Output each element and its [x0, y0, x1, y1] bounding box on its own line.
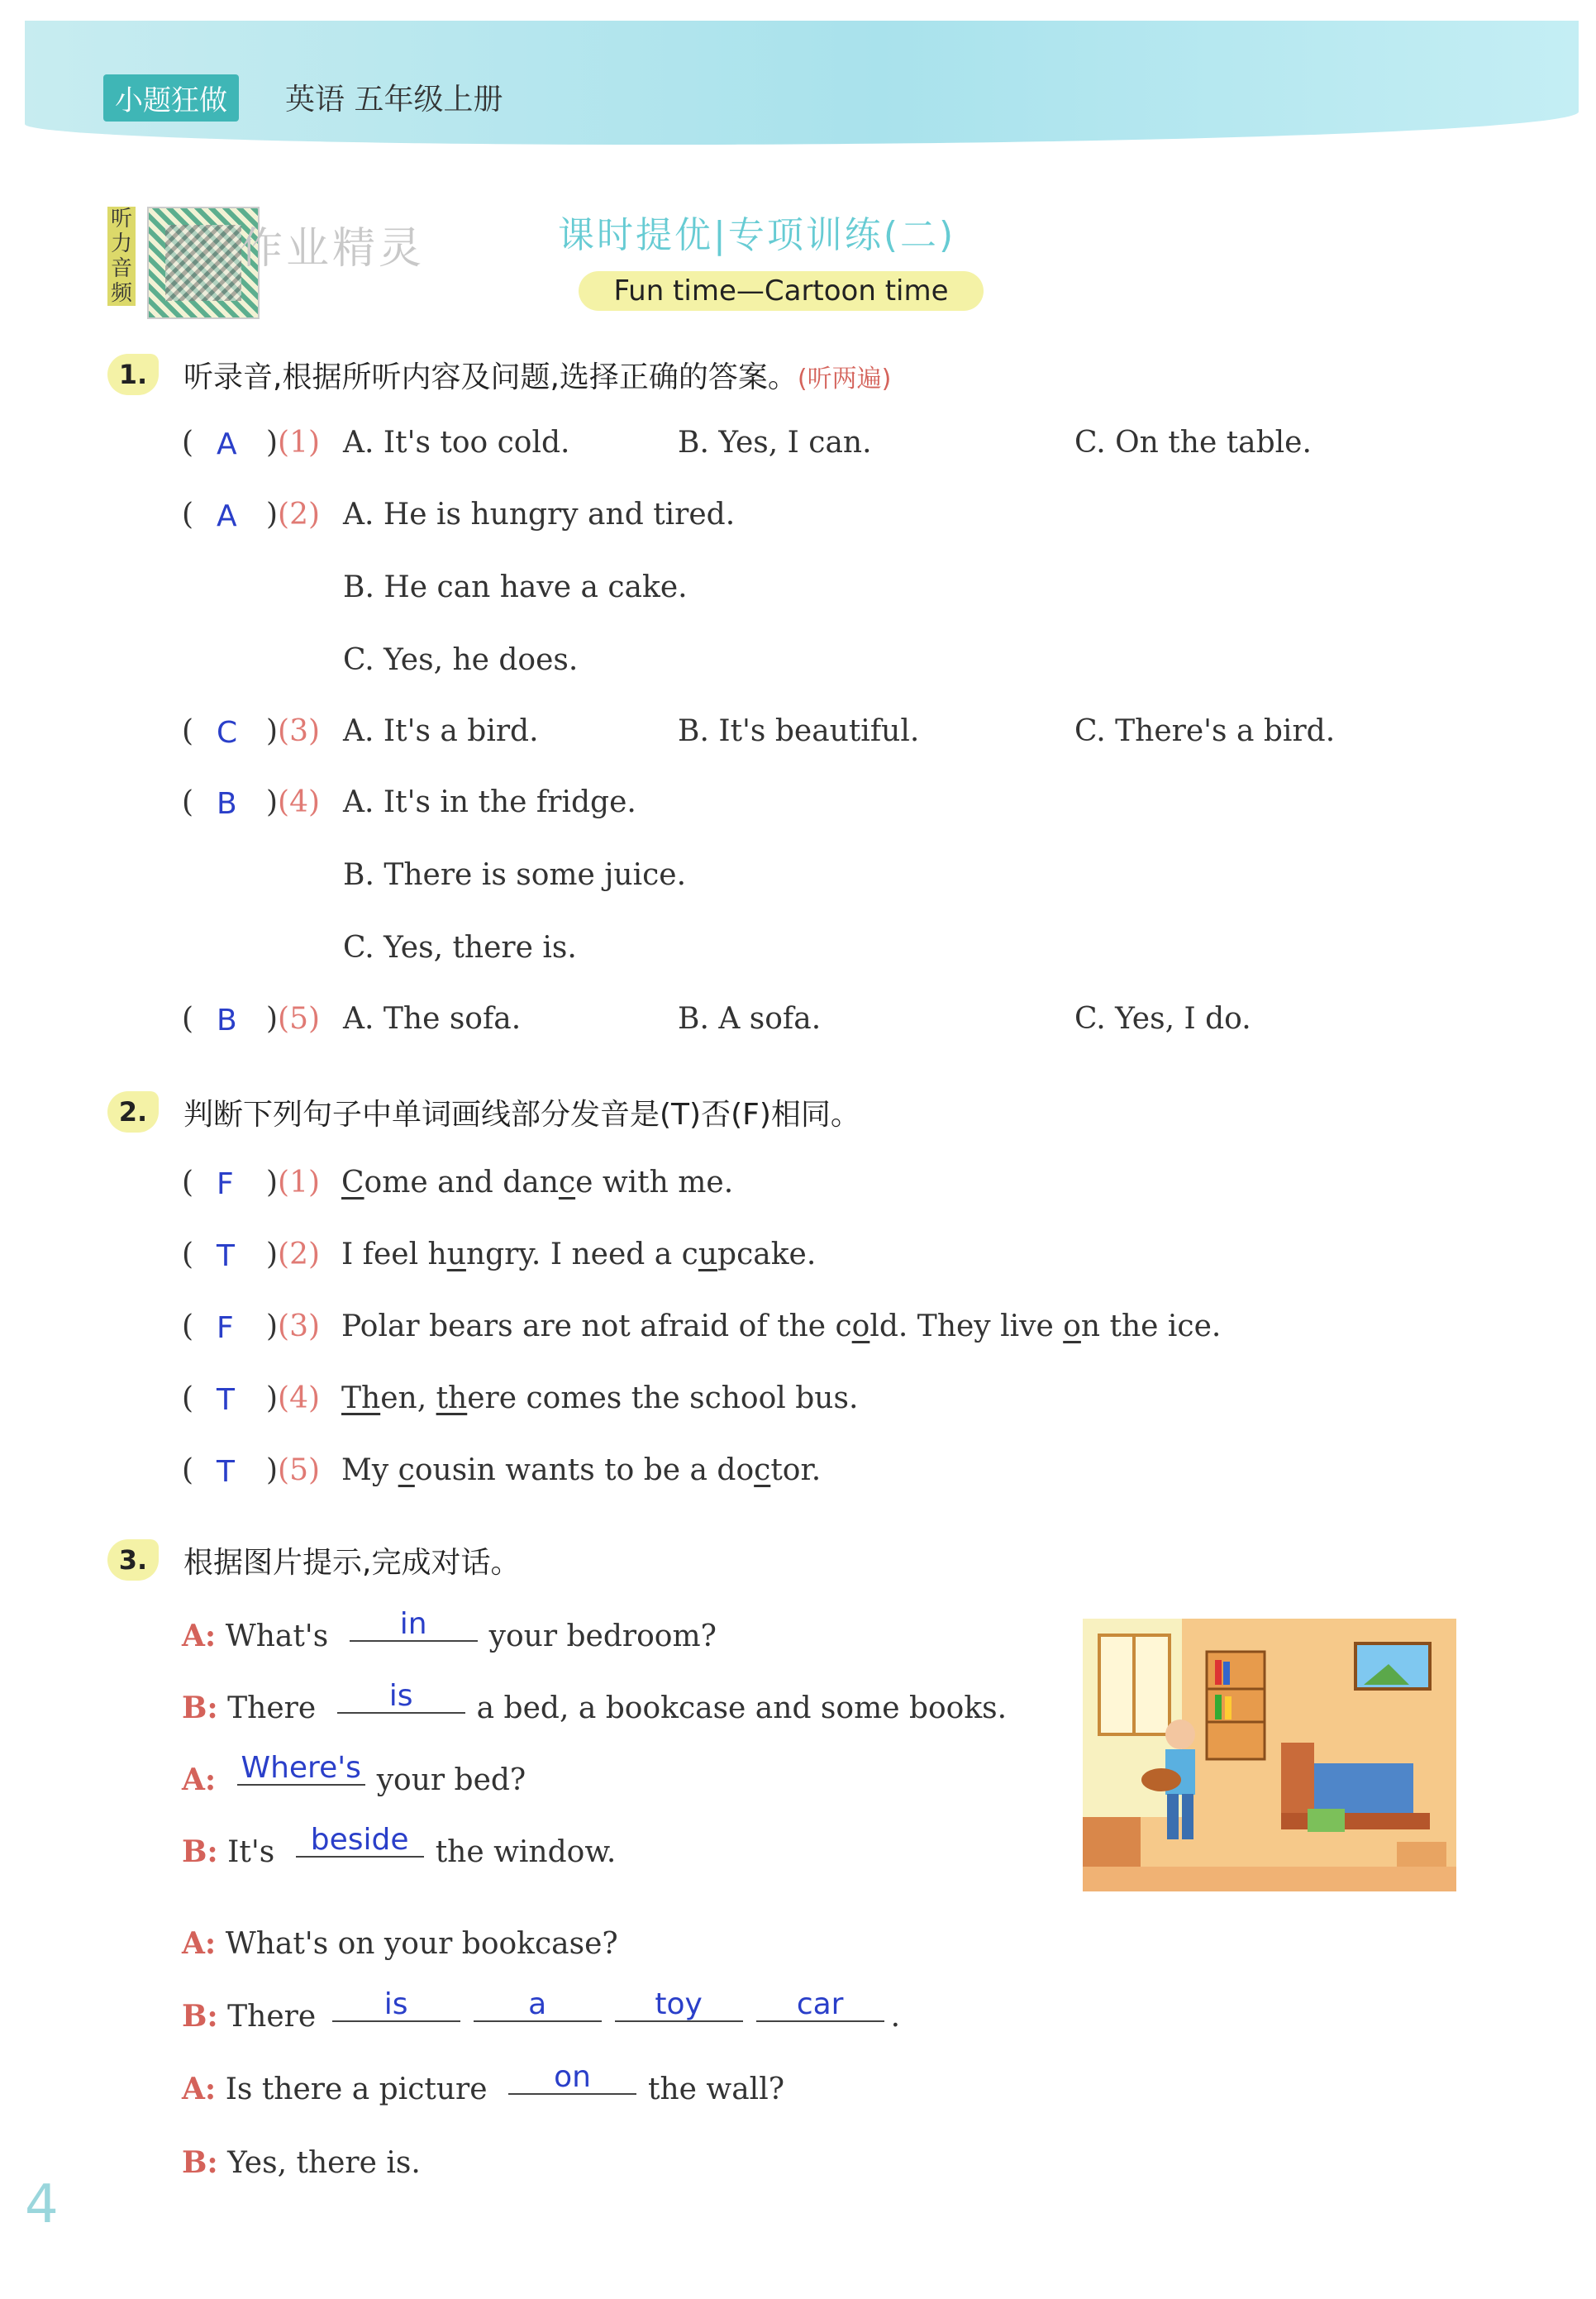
speaker: B:	[182, 1999, 218, 2034]
question-3-number: 3.	[107, 1539, 159, 1581]
fill-blank[interactable]: is	[337, 1679, 465, 1714]
sentence: Then, there comes the school bus.	[341, 1381, 859, 1415]
answer-choice[interactable]: A	[217, 427, 237, 461]
answer-choice[interactable]: T	[217, 1239, 235, 1273]
dialogue-line: B: It's beside the window.	[182, 1823, 617, 1869]
option-a: A. It's a bird.	[343, 714, 539, 748]
dialogue-line: B: There is a toy car .	[182, 1987, 901, 2034]
dialogue-line: B: There is a bed, a bookcase and some books.	[182, 1679, 1008, 1725]
sentence: My cousin wants to be a doctor.	[341, 1453, 822, 1487]
option-c: C. On the table.	[1074, 426, 1312, 460]
option-c: C. There's a bird.	[1074, 714, 1336, 748]
item-number: (2)	[278, 498, 321, 532]
speaker: B:	[182, 1834, 218, 1869]
fill-blank[interactable]: Where's	[237, 1751, 365, 1786]
speaker: A:	[182, 1619, 217, 1653]
answer-choice[interactable]: F	[217, 1311, 234, 1345]
answer-paren: (	[182, 1002, 194, 1036]
fill-blank[interactable]: a	[474, 1987, 602, 2022]
dialogue-line: A: Where's your bed?	[182, 1751, 526, 1797]
answer-paren: (	[182, 498, 194, 532]
lesson-subtitle: Fun time—Cartoon time	[579, 271, 984, 311]
answer-choice[interactable]: T	[217, 1455, 235, 1489]
fill-blank[interactable]: on	[508, 2060, 636, 2095]
fill-blank[interactable]: is	[332, 1987, 460, 2022]
question-1-number: 1.	[107, 354, 159, 395]
answer-paren: (	[182, 714, 194, 748]
answer-paren: (	[182, 1309, 194, 1343]
dialogue-line: B: Yes, there is.	[182, 2145, 421, 2180]
dialogue-line: A: What's on your bookcase?	[182, 1926, 618, 1961]
fill-blank[interactable]: beside	[296, 1823, 424, 1858]
item-number: (1)	[278, 426, 321, 460]
option-a: A. He is hungry and tired.	[343, 498, 736, 532]
question-2-text: 判断下列句子中单词画线部分发音是(T)否(F)相同。	[183, 1098, 860, 1132]
speaker: A:	[182, 2072, 217, 2106]
audio-label: 听力音频	[107, 207, 136, 306]
dialogue-line: A: What's in your bedroom?	[182, 1607, 717, 1653]
answer-choice[interactable]: B	[217, 787, 237, 821]
option-b: B. It's beautiful.	[678, 714, 920, 748]
option-a: A. It's in the fridge.	[343, 785, 636, 819]
speaker: B:	[182, 2145, 218, 2180]
answer-choice[interactable]: F	[217, 1167, 234, 1201]
item-number: (4)	[278, 785, 321, 819]
book-subtitle: 英语 五年级上册	[285, 83, 503, 117]
page-number: 4	[25, 2174, 59, 2235]
question-1-text: 听录音,根据所听内容及问题,选择正确的答案。(听两遍)	[183, 360, 892, 394]
header-banner	[25, 21, 1579, 145]
option-b: B. There is some juice.	[343, 858, 687, 892]
answer-choice[interactable]: C	[217, 716, 238, 750]
fill-blank[interactable]: car	[756, 1987, 884, 2022]
sentence: I feel hungry. I need a cupcake.	[341, 1238, 817, 1271]
option-c: C. Yes, there is.	[343, 931, 577, 965]
option-c: C. Yes, he does.	[343, 643, 579, 677]
bedroom-illustration	[1083, 1619, 1456, 1891]
fill-blank[interactable]: toy	[615, 1987, 743, 2022]
item-number: (4)	[278, 1381, 321, 1415]
option-b: B. Yes, I can.	[678, 426, 872, 460]
answer-paren: (	[182, 785, 194, 819]
item-number: (1)	[278, 1166, 321, 1200]
item-number: (3)	[278, 1309, 321, 1343]
sentence: Come and dance with me.	[341, 1166, 734, 1200]
option-b: B. He can have a cake.	[343, 570, 688, 604]
sentence: Polar bears are not afraid of the cold. They live on the ice.	[341, 1309, 1222, 1343]
question-3-text: 根据图片提示,完成对话。	[183, 1546, 521, 1580]
option-c: C. Yes, I do.	[1074, 1002, 1251, 1036]
item-number: (2)	[278, 1238, 321, 1271]
answer-paren: (	[182, 1166, 194, 1200]
answer-choice[interactable]: B	[217, 1004, 237, 1037]
item-number: (5)	[278, 1453, 321, 1487]
dialogue-line: A: Is there a picture on the wall?	[182, 2060, 785, 2106]
question-2-number: 2.	[107, 1091, 159, 1133]
item-number: (5)	[278, 1002, 321, 1036]
answer-paren: (	[182, 1453, 194, 1487]
answer-paren: (	[182, 426, 194, 460]
answer-choice[interactable]: A	[217, 499, 237, 533]
item-number: (3)	[278, 714, 321, 748]
answer-paren: (	[182, 1238, 194, 1271]
option-a: A. The sofa.	[343, 1002, 522, 1036]
answer-choice[interactable]: T	[217, 1383, 235, 1417]
speaker: A:	[182, 1762, 217, 1797]
fill-blank[interactable]: in	[350, 1607, 478, 1642]
lesson-title: 课时提优|专项训练(二)	[558, 214, 956, 256]
speaker: B:	[182, 1691, 218, 1725]
speaker: A:	[182, 1926, 217, 1961]
option-b: B. A sofa.	[678, 1002, 822, 1036]
watermark: 作业精灵	[240, 224, 426, 274]
option-a: A. It's too cold.	[343, 426, 570, 460]
answer-paren: (	[182, 1381, 194, 1415]
brand-tag: 小题狂做	[103, 74, 239, 122]
